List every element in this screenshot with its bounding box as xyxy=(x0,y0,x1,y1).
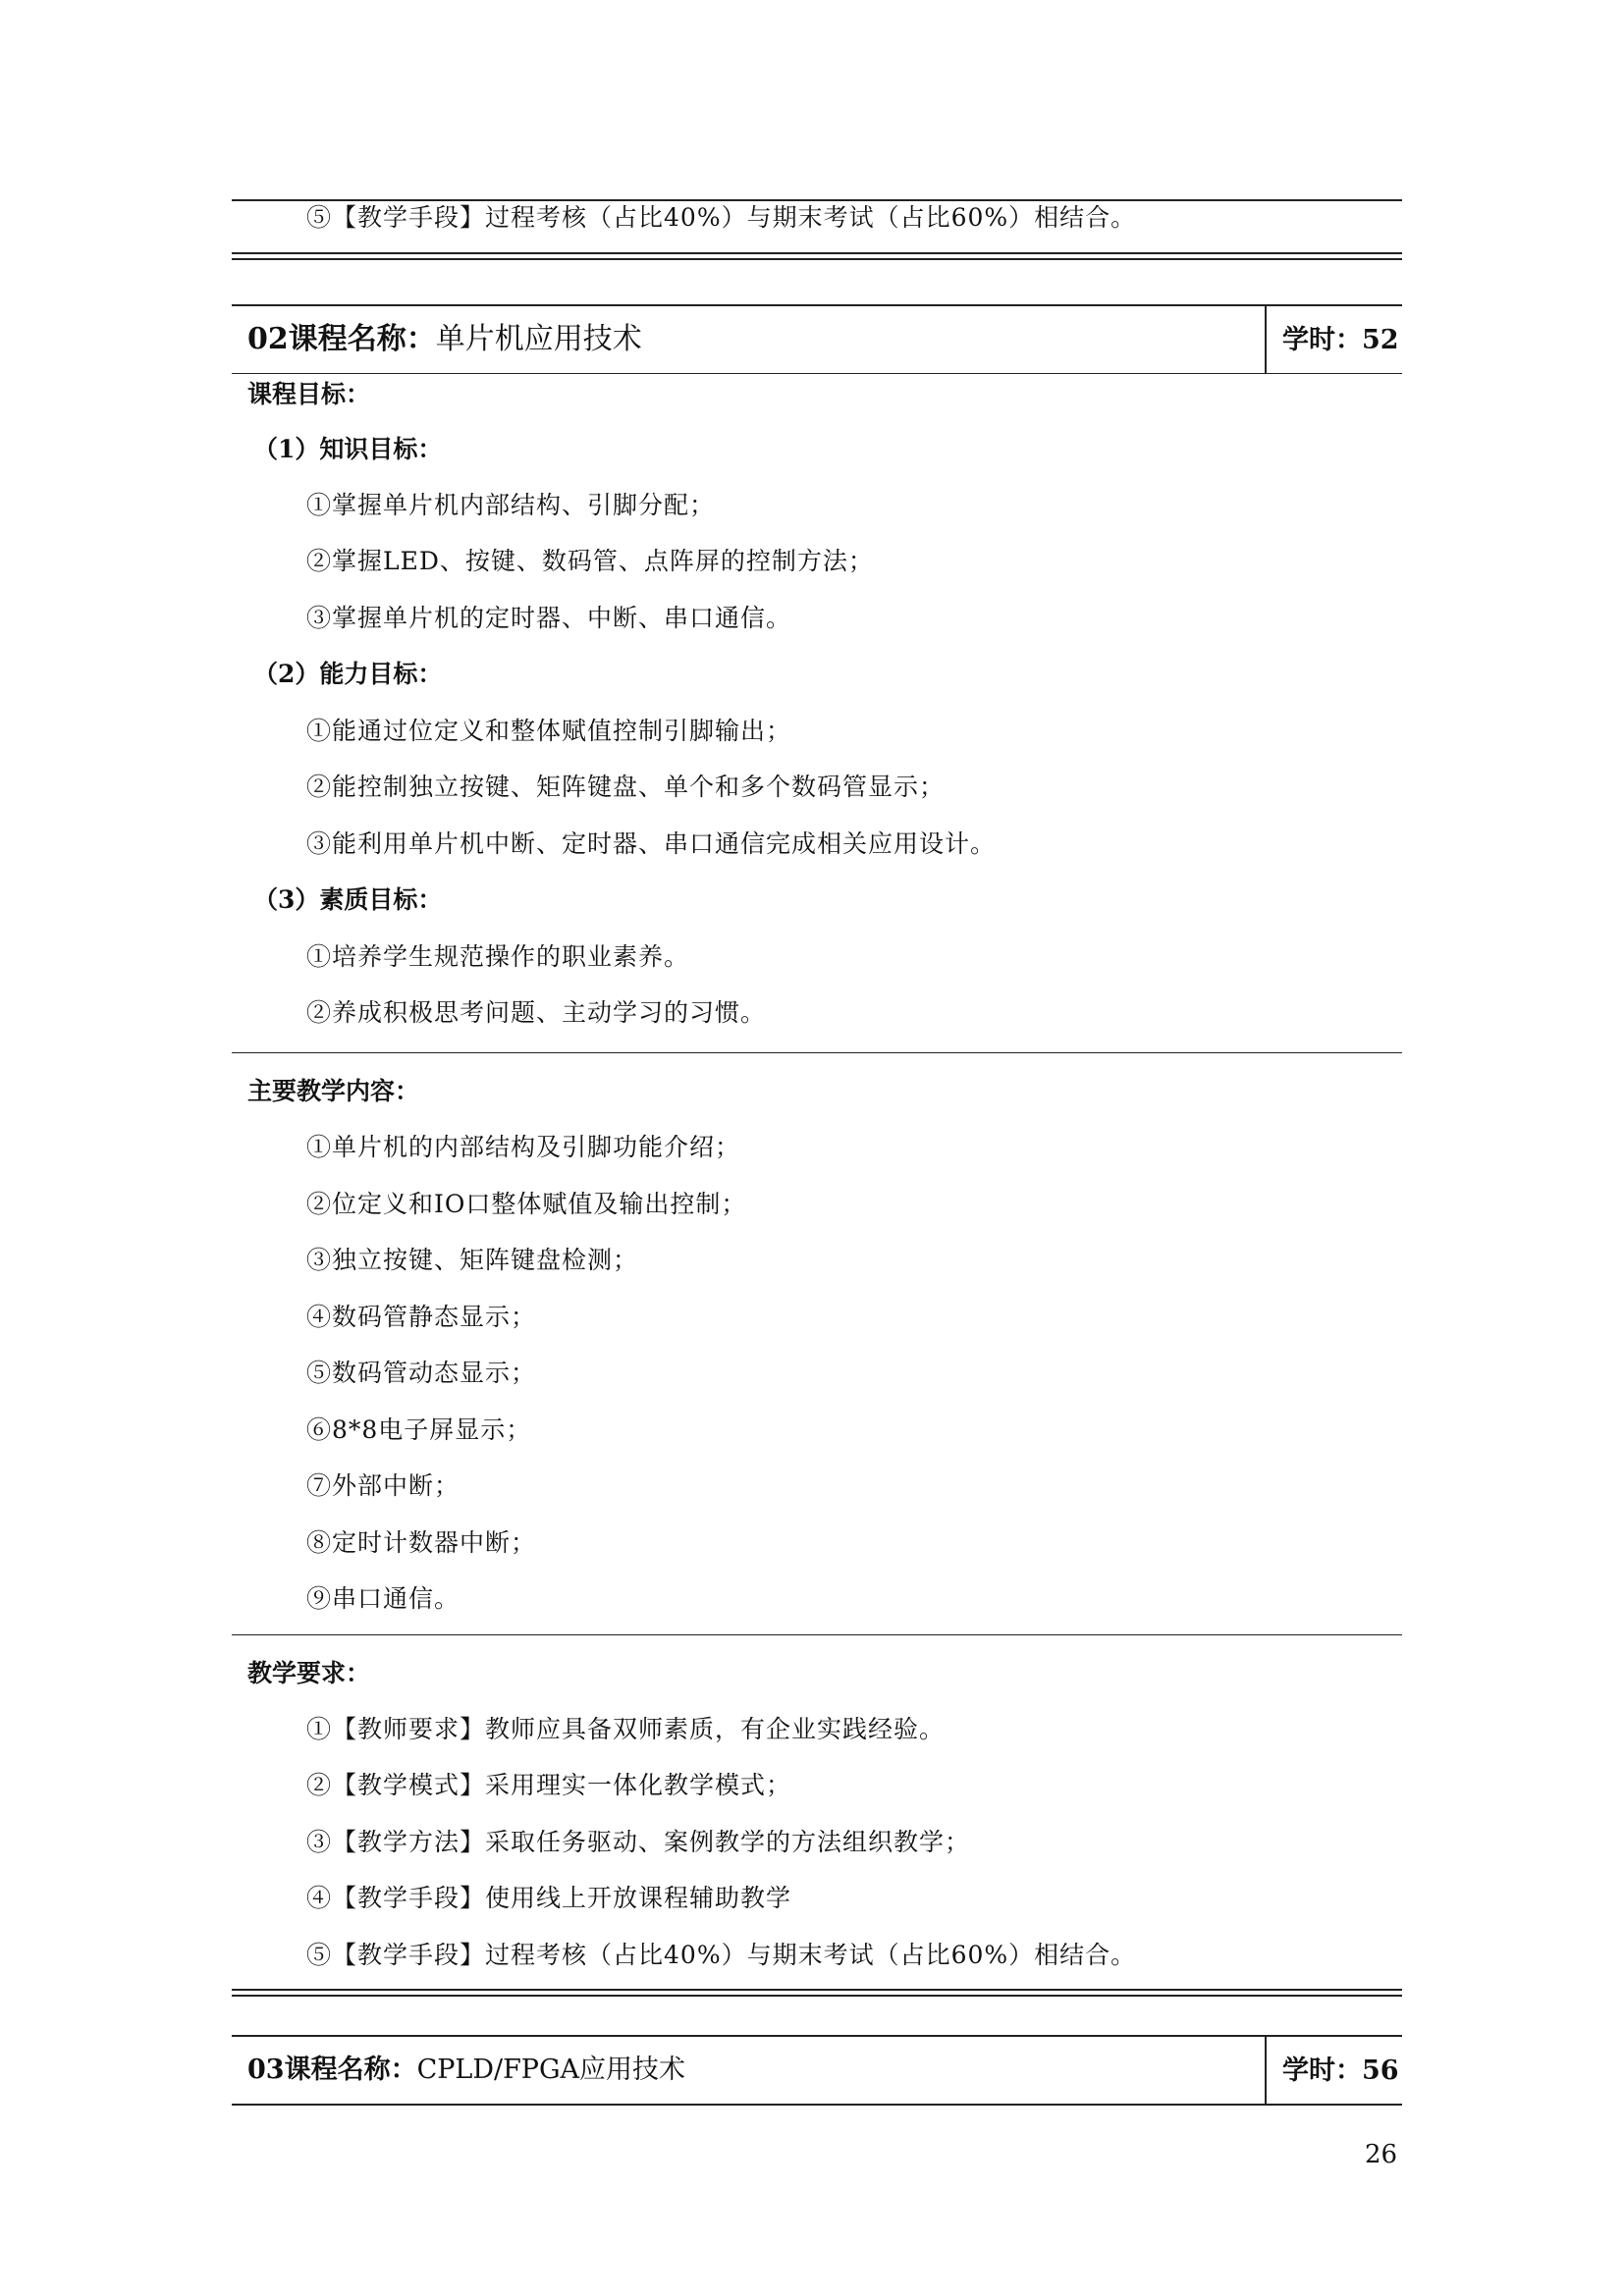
content-item-9: ⑨串口通信。 xyxy=(306,1584,460,1613)
requirement-item-2: ②【教学模式】采用理实一体化教学模式； xyxy=(306,1771,792,1799)
rule-prev-end-1 xyxy=(232,252,1402,254)
quality-item-1: ①培养学生规范操作的职业素养。 xyxy=(306,942,690,971)
knowledge-title: （1）知识目标： xyxy=(253,435,443,463)
course03-divider xyxy=(1265,2037,1267,2104)
page-number: 26 xyxy=(1365,2140,1398,2169)
course02-name: 单片机应用技术 xyxy=(435,322,642,356)
requirement-item-1: ①【教师要求】教师应具备双师素质，有企业实践经验。 xyxy=(306,1715,946,1743)
course02-hours-value: 52 xyxy=(1362,325,1399,355)
ability-item-3: ③能利用单片机中断、定时器、串口通信完成相关应用设计。 xyxy=(306,829,997,858)
ability-title: （2）能力目标： xyxy=(253,660,443,688)
quality-item-2: ②养成积极思考问题、主动学习的习惯。 xyxy=(306,998,767,1027)
course02-header xyxy=(232,306,1402,373)
course03-header xyxy=(232,2037,1402,2104)
content-title: 主要教学内容： xyxy=(247,1077,420,1105)
ability-item-1: ①能通过位定义和整体赋值控制引脚输出； xyxy=(306,717,792,745)
rule-prev-end-2 xyxy=(232,258,1402,260)
course03-name: CPLD/FPGA应用技术 xyxy=(416,2055,686,2085)
goals-title: 课程目标： xyxy=(247,380,371,408)
content-item-7: ⑦外部中断； xyxy=(306,1471,460,1500)
content-item-5: ⑤数码管动态显示； xyxy=(306,1359,537,1387)
rule-course02-end-2 xyxy=(232,1995,1402,1997)
course03-hours-value: 56 xyxy=(1362,2056,1399,2086)
content-item-3: ③独立按键、矩阵键盘检测； xyxy=(306,1246,639,1274)
quality-title: （3）素质目标： xyxy=(253,885,443,914)
course02-hours xyxy=(1282,324,1399,357)
requirement-item-4: ④【教学手段】使用线上开放课程辅助教学 xyxy=(306,1884,792,1912)
course02-code: 02 xyxy=(247,322,289,356)
knowledge-item-3: ③掌握单片机的定时器、中断、串口通信。 xyxy=(306,604,792,632)
course03-hours xyxy=(1282,2055,1399,2088)
knowledge-item-2: ②掌握LED、按键、数码管、点阵屏的控制方法； xyxy=(306,547,874,575)
course03-name-label: 课程名称： xyxy=(284,2055,417,2085)
course02-title xyxy=(247,322,642,357)
rule-course02-header-bottom xyxy=(232,373,1402,374)
content-item-2: ②位定义和IO口整体赋值及输出控制； xyxy=(306,1190,747,1218)
course03-hours-label: 学时： xyxy=(1282,2056,1362,2086)
prev-requirement-5: ⑤【教学手段】过程考核（占比40%）与期末考试（占比60%）相结合。 xyxy=(306,203,1137,232)
course03-title xyxy=(247,2053,685,2088)
course02-name-label: 课程名称： xyxy=(288,322,436,356)
ability-item-2: ②能控制独立按键、矩阵键盘、单个和多个数码管显示； xyxy=(306,773,946,801)
content-item-1: ①单片机的内部结构及引脚功能介绍； xyxy=(306,1133,741,1161)
rule-content-bottom xyxy=(232,1634,1402,1635)
requirements-title: 教学要求： xyxy=(247,1659,371,1687)
requirement-item-3: ③【教学方法】采取任务驱动、案例教学的方法组织教学； xyxy=(306,1828,971,1856)
requirement-item-5: ⑤【教学手段】过程考核（占比40%）与期末考试（占比60%）相结合。 xyxy=(306,1941,1137,1969)
rule-course03-bottom xyxy=(232,2104,1402,2106)
knowledge-item-1: ①掌握单片机内部结构、引脚分配； xyxy=(306,491,716,519)
course02-hours-label: 学时： xyxy=(1282,325,1362,355)
content-item-4: ④数码管静态显示； xyxy=(306,1303,537,1331)
course02-divider xyxy=(1265,306,1267,373)
content-item-6: ⑥8*8电子屏显示； xyxy=(306,1415,532,1444)
course03-code: 03 xyxy=(247,2055,285,2085)
rule-course02-end-1 xyxy=(232,1989,1402,1991)
rule-goals-bottom xyxy=(232,1052,1402,1053)
content-item-8: ⑧定时计数器中断； xyxy=(306,1528,537,1557)
